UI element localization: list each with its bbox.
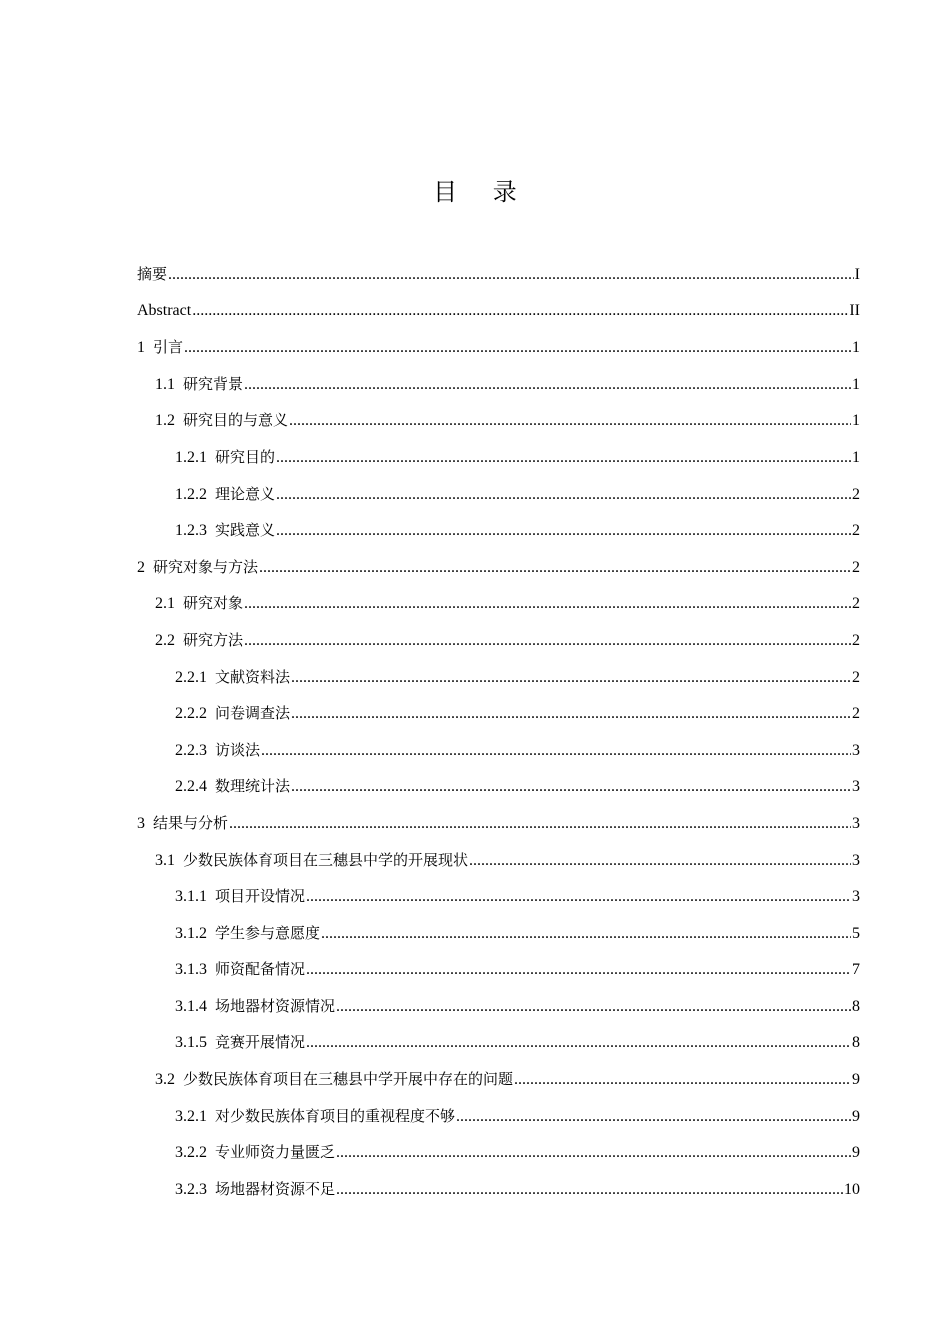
- toc-entry-title: 理论意义: [215, 484, 276, 503]
- toc-entry-page-number: 3: [852, 814, 860, 832]
- toc-entry[interactable]: [137, 805, 860, 842]
- toc-entry-title: 场地器材资源不足: [215, 1179, 336, 1198]
- toc-entry-label: [175, 1171, 335, 1208]
- toc-entry-label: [137, 256, 167, 293]
- toc-entry-title: 引言: [153, 338, 184, 357]
- toc-entry-title: 研究方法: [183, 630, 244, 649]
- toc-entry[interactable]: [137, 1098, 860, 1135]
- dot-leader: [276, 513, 851, 549]
- page-title: 目 录: [433, 178, 531, 206]
- toc-entry-title: 访谈法: [215, 740, 261, 759]
- toc-entry-title: 专业师资力量匮乏: [215, 1143, 336, 1162]
- toc-entry-number: 2.2.4: [175, 778, 207, 796]
- toc-entry-page-number: 2: [852, 485, 860, 503]
- toc-entry-label: [175, 659, 290, 696]
- toc-entry[interactable]: [137, 988, 860, 1025]
- toc-entry-title: 研究对象: [183, 594, 244, 613]
- toc-entry-label: [175, 951, 305, 988]
- toc-entry-title: 结果与分析: [153, 813, 229, 832]
- toc-entry[interactable]: [137, 549, 860, 586]
- toc-entry-label: [155, 366, 243, 403]
- toc-entry-page-number: 2: [852, 668, 860, 686]
- dot-leader: [514, 1062, 851, 1098]
- dot-leader: [261, 733, 851, 769]
- toc-entry-number: 3.2.2: [175, 1144, 207, 1162]
- toc-entry-page-number: 2: [852, 595, 860, 613]
- toc-entry-title: 研究背景: [183, 374, 244, 393]
- toc-entry-label: [155, 622, 243, 659]
- toc-entry-page-number: 3: [852, 778, 860, 796]
- toc-entry[interactable]: [137, 1171, 860, 1208]
- toc-entry-page-number: 7: [852, 961, 860, 979]
- toc-entry-number: 2.2: [155, 631, 175, 649]
- toc-entry-page-number: 1: [852, 375, 860, 393]
- dot-leader: [306, 879, 851, 915]
- toc-entry[interactable]: [137, 1061, 860, 1098]
- toc-entry[interactable]: [137, 402, 860, 439]
- toc-entry-label: [155, 402, 288, 439]
- table-of-contents: [137, 256, 860, 1207]
- toc-entry-page-number: II: [849, 301, 860, 319]
- toc-entry-title: 数理统计法: [215, 777, 291, 796]
- toc-entry-title: 场地器材资源情况: [215, 996, 336, 1015]
- toc-entry-page-number: 9: [852, 1144, 860, 1162]
- toc-entry-label: [175, 439, 275, 476]
- toc-entry-number: 3.1.3: [175, 961, 207, 979]
- toc-entry-number: 3.2.3: [175, 1180, 207, 1198]
- toc-entry-title: 对少数民族体育项目的重视程度不够: [215, 1106, 456, 1125]
- toc-entry-label: [175, 988, 335, 1025]
- dot-leader: [306, 952, 851, 988]
- toc-entry-page-number: 2: [852, 558, 860, 576]
- toc-entry-label: [137, 293, 191, 330]
- dot-leader: [184, 330, 851, 366]
- toc-entry[interactable]: [137, 768, 860, 805]
- toc-entry-title: 问卷调查法: [215, 704, 291, 723]
- toc-entry-page-number: 1: [852, 339, 860, 357]
- toc-entry[interactable]: [137, 329, 860, 366]
- toc-entry-label: [175, 1134, 335, 1171]
- toc-entry-title: 项目开设情况: [215, 887, 306, 906]
- toc-entry-page-number: 2: [852, 705, 860, 723]
- toc-entry-number: 1: [137, 339, 145, 357]
- toc-entry-number: 1.1: [155, 375, 175, 393]
- toc-entry-label: [175, 768, 290, 805]
- toc-entry-page-number: 1: [852, 448, 860, 466]
- toc-entry-label: [155, 585, 243, 622]
- toc-entry-page-number: 9: [852, 1071, 860, 1089]
- toc-entry-number: 3.2.1: [175, 1107, 207, 1125]
- toc-entry-title: 研究目的: [215, 447, 276, 466]
- toc-entry-title: 学生参与意愿度: [215, 923, 321, 942]
- toc-entry-number: 3.1.5: [175, 1034, 207, 1052]
- toc-entry-title: 师资配备情况: [215, 960, 306, 979]
- toc-entry[interactable]: [137, 476, 860, 513]
- toc-entry-label: [175, 695, 290, 732]
- toc-entry[interactable]: [137, 366, 860, 403]
- dot-leader: [168, 257, 854, 293]
- toc-entry-page-number: 3: [852, 888, 860, 906]
- toc-entry-label: [175, 476, 275, 513]
- toc-entry[interactable]: [137, 293, 860, 330]
- toc-entry-number: 3.1.2: [175, 924, 207, 942]
- dot-leader: [291, 769, 851, 805]
- toc-entry[interactable]: [137, 915, 860, 952]
- toc-entry-number: 2: [137, 558, 145, 576]
- toc-entry-number: 1.2.3: [175, 522, 207, 540]
- toc-entry-number: 2.2.1: [175, 668, 207, 686]
- toc-entry-title: 少数民族体育项目在三穗县中学的开展现状: [183, 850, 469, 869]
- toc-entry-title: Abstract: [137, 301, 192, 319]
- toc-entry-label: [175, 512, 275, 549]
- toc-entry[interactable]: [137, 622, 860, 659]
- toc-entry-page-number: 1: [852, 412, 860, 430]
- dot-leader: [291, 660, 851, 696]
- dot-leader: [276, 477, 851, 513]
- dot-leader: [192, 293, 848, 330]
- dot-leader: [336, 989, 851, 1025]
- toc-entry[interactable]: [137, 732, 860, 769]
- toc-entry-label: [175, 878, 305, 915]
- dot-leader: [244, 367, 851, 403]
- toc-entry[interactable]: [137, 951, 860, 988]
- toc-entry-title: 文献资料法: [215, 667, 291, 686]
- toc-entry-number: 1.2.2: [175, 485, 207, 503]
- dot-leader: [291, 696, 851, 732]
- dot-leader: [336, 1135, 851, 1171]
- dot-leader: [336, 1172, 843, 1208]
- toc-entry-number: 3.2: [155, 1071, 175, 1089]
- toc-entry-number: 1.2: [155, 412, 175, 430]
- toc-entry-page-number: 8: [852, 1034, 860, 1052]
- toc-entry-title: 研究对象与方法: [153, 557, 259, 576]
- toc-entry-page-number: 5: [852, 924, 860, 942]
- dot-leader: [289, 403, 851, 439]
- toc-entry-page-number: 9: [852, 1107, 860, 1125]
- dot-leader: [321, 916, 851, 952]
- toc-entry-page-number: 8: [852, 997, 860, 1015]
- toc-entry[interactable]: [137, 878, 860, 915]
- toc-entry-label: [137, 549, 258, 586]
- toc-entry-number: 1.2.1: [175, 448, 207, 466]
- toc-entry-page-number: I: [854, 266, 860, 283]
- dot-leader: [306, 1025, 851, 1061]
- toc-entry-number: 2.2.2: [175, 705, 207, 723]
- dot-leader: [276, 440, 851, 476]
- toc-entry-title: 少数民族体育项目在三穗县中学开展中存在的问题: [183, 1070, 514, 1089]
- dot-leader: [469, 843, 851, 879]
- toc-entry[interactable]: [137, 1134, 860, 1171]
- toc-entry[interactable]: [137, 585, 860, 622]
- toc-entry-title: 竞赛开展情况: [215, 1033, 306, 1052]
- toc-entry[interactable]: [137, 439, 860, 476]
- toc-entry[interactable]: [137, 842, 860, 879]
- dot-leader: [229, 806, 851, 842]
- toc-entry-title: 摘要: [137, 265, 168, 283]
- toc-entry-number: 2.1: [155, 595, 175, 613]
- toc-entry[interactable]: [137, 256, 860, 293]
- toc-entry-number: 3.1.1: [175, 888, 207, 906]
- toc-entry-label: [175, 732, 260, 769]
- toc-entry-label: [137, 805, 228, 842]
- toc-entry-number: 2.2.3: [175, 741, 207, 759]
- toc-entry-page-number: 2: [852, 522, 860, 540]
- toc-entry-label: [175, 1098, 455, 1135]
- toc-entry-label: [155, 842, 468, 879]
- toc-entry-number: 3.1.4: [175, 997, 207, 1015]
- toc-entry-page-number: 3: [852, 851, 860, 869]
- toc-entry-label: [137, 329, 183, 366]
- dot-leader: [244, 586, 851, 622]
- toc-entry-label: [175, 915, 320, 952]
- toc-entry-page-number: 10: [844, 1180, 860, 1198]
- toc-entry[interactable]: [137, 512, 860, 549]
- toc-entry-label: [155, 1061, 513, 1098]
- toc-entry-title: 研究目的与意义: [183, 411, 289, 430]
- toc-entry[interactable]: [137, 1024, 860, 1061]
- toc-entry-title: 实践意义: [215, 521, 276, 540]
- toc-entry-page-number: 3: [852, 741, 860, 759]
- toc-entry-label: [175, 1024, 305, 1061]
- toc-entry[interactable]: [137, 695, 860, 732]
- dot-leader: [456, 1099, 851, 1135]
- toc-entry-page-number: 2: [852, 631, 860, 649]
- dot-leader: [244, 623, 851, 659]
- toc-entry-number: 3.1: [155, 851, 175, 869]
- toc-entry[interactable]: [137, 659, 860, 696]
- toc-entry-number: 3: [137, 814, 145, 832]
- dot-leader: [259, 550, 851, 586]
